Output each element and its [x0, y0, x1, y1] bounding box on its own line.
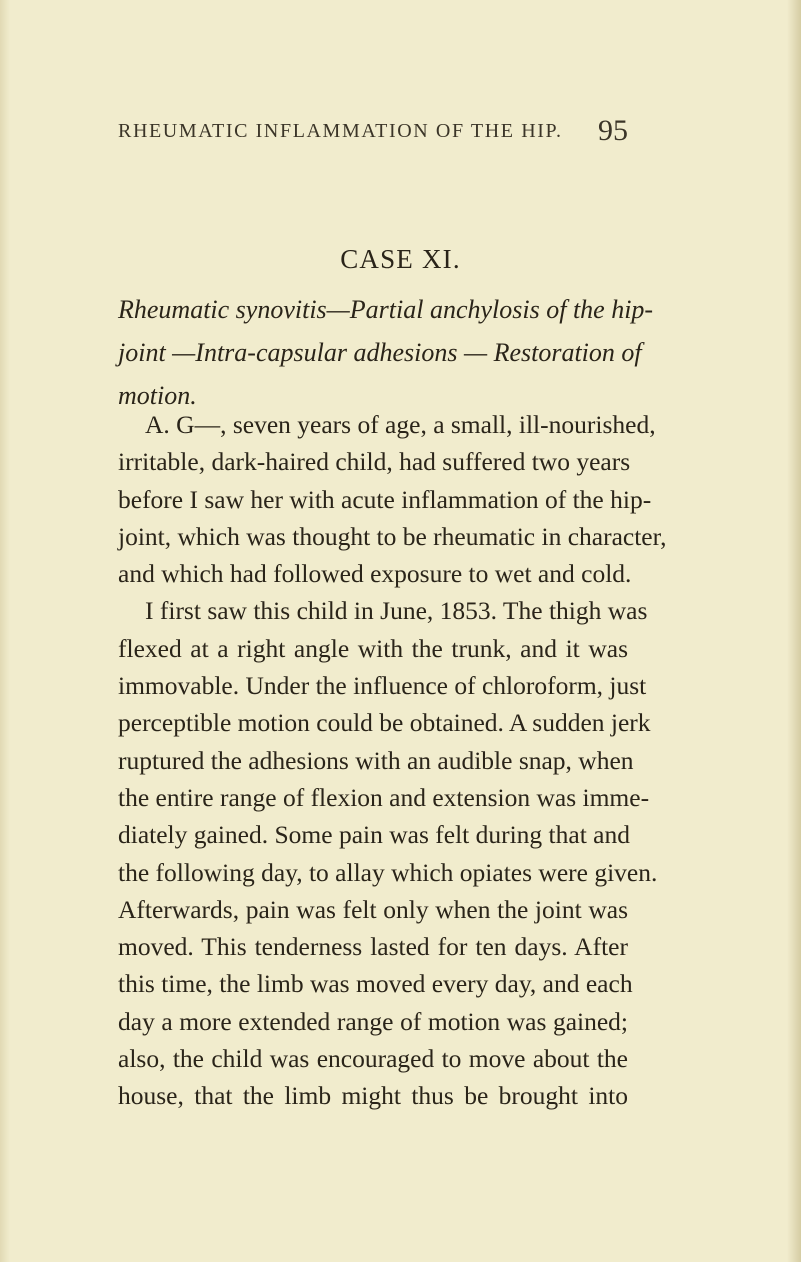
- body-line: irritable, dark-haired child, had suffered two years: [118, 447, 631, 477]
- case-body-text: [118, 406, 667, 1115]
- body-line: I first saw this child in June, 1853. The thigh was: [145, 596, 648, 626]
- case-subtitle-line: joint —Intra-capsular adhesions — Restoration of: [118, 338, 642, 367]
- case-title: CASE XI.: [340, 244, 461, 274]
- body-line: house, that the limb might thus be brought into: [118, 1081, 628, 1111]
- page-left-edge-shadow: [0, 0, 10, 1262]
- page-right-edge-shadow: [787, 0, 801, 1262]
- case-subtitle-line: Rheumatic synovitis—Partial anchylosis of the hip-: [118, 295, 654, 324]
- running-head-title: RHEUMATIC INFLAMMATION OF THE HIP.: [118, 120, 563, 142]
- body-line: A. G—, seven years of age, a small, ill-nourished,: [145, 410, 656, 439]
- body-line: joint, which was thought to be rheumatic in character,: [118, 521, 667, 551]
- body-line: day a more extended range of motion was gained;: [118, 1006, 628, 1036]
- body-line: also, the child was encouraged to move about the: [118, 1044, 628, 1074]
- body-line: and which had followed exposure to wet and cold.: [118, 559, 632, 589]
- case-subtitle: [118, 288, 654, 417]
- body-line: this time, the limb was moved every day, and each: [118, 969, 633, 999]
- body-line: ruptured the adhesions with an audible snap, when: [118, 745, 634, 775]
- body-line: before I saw her with acute inflammation of the hip-: [118, 484, 652, 514]
- body-line: the entire range of flexion and extension was imme-: [118, 782, 650, 812]
- body-line: moved. This tenderness lasted for ten days. After: [118, 932, 628, 962]
- body-line: diately gained. Some pain was felt during that and: [118, 820, 630, 850]
- body-line: the following day, to allay which opiates were given.: [118, 857, 658, 887]
- body-line: perceptible motion could be obtained. A sudden jerk: [118, 708, 651, 738]
- running-head: [118, 114, 628, 150]
- body-line: immovable. Under the influence of chloroform, just: [118, 671, 647, 701]
- page-number: 95: [598, 114, 628, 147]
- case-subtitle-line: motion.: [118, 381, 197, 410]
- body-line: flexed at a right angle with the trunk, and it was: [118, 633, 628, 663]
- body-line: Afterwards, pain was felt only when the joint was: [118, 894, 628, 924]
